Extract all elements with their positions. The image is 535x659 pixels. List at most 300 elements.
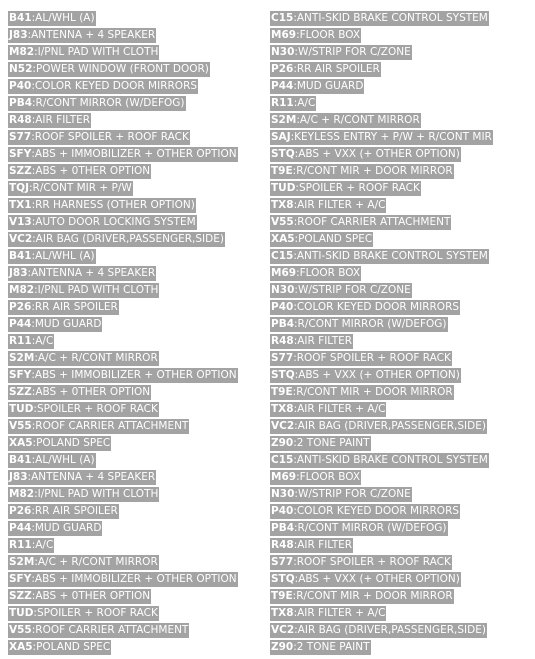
- option-code: B41: [9, 12, 32, 24]
- option-row: [270, 297, 493, 314]
- option-description: :I/PNL PAD WITH CLOTH: [34, 284, 159, 296]
- option-description: :AIR FILTER: [31, 114, 91, 126]
- option-row: [8, 484, 238, 501]
- option-item: [8, 317, 102, 332]
- option-item: [8, 487, 159, 502]
- option-code: VC2: [9, 233, 33, 245]
- option-item: [270, 249, 489, 264]
- option-row: [8, 110, 238, 127]
- option-row: [8, 552, 238, 569]
- option-description: :ANTI-SKID BRAKE CONTROL SYSTEM: [293, 454, 488, 466]
- option-item: [8, 96, 186, 111]
- option-list-right: [270, 8, 493, 654]
- option-item: [270, 487, 412, 502]
- option-description: :SPOILER + ROOF RACK: [33, 403, 158, 415]
- option-code: Z90: [271, 437, 294, 449]
- option-item: [8, 606, 159, 621]
- option-code: TX8: [271, 199, 294, 211]
- option-row: [270, 314, 493, 331]
- option-description: :A/C: [293, 97, 316, 109]
- option-item: [270, 589, 454, 604]
- option-item: [8, 164, 151, 179]
- option-row: [270, 42, 493, 59]
- option-description: :FLOOR BOX: [296, 471, 361, 483]
- option-row: [8, 178, 238, 195]
- option-code: P26: [271, 63, 294, 75]
- option-description: :ANTI-SKID BRAKE CONTROL SYSTEM: [293, 12, 488, 24]
- option-description: :AIR BAG (DRIVER,PASSENGER,SIDE): [294, 420, 486, 432]
- option-item: [8, 283, 159, 298]
- option-row: [8, 314, 238, 331]
- option-list-left: [8, 8, 238, 654]
- option-row: [8, 501, 238, 518]
- option-description: :ROOF CARRIER ATTACHMENT: [293, 216, 451, 228]
- option-description: :FLOOR BOX: [296, 29, 361, 41]
- option-description: :ANTENNA + 4 SPEAKER: [27, 267, 156, 279]
- option-item: [270, 606, 386, 621]
- option-item: [8, 589, 151, 604]
- option-description: :A/C: [31, 335, 54, 347]
- option-item: [8, 232, 225, 247]
- option-row: [270, 450, 493, 467]
- option-row: [8, 348, 238, 365]
- option-description: :SPOILER + ROOF RACK: [33, 607, 158, 619]
- option-item: [8, 266, 156, 281]
- option-item: [8, 334, 54, 349]
- option-code: J83: [9, 29, 28, 41]
- option-description: :ANTENNA + 4 SPEAKER: [27, 29, 156, 41]
- option-row: [270, 195, 493, 212]
- option-row: [270, 586, 493, 603]
- option-row: [270, 144, 493, 161]
- option-code: SZZ: [9, 165, 32, 177]
- option-description: :W/STRIP FOR C/ZONE: [294, 46, 411, 58]
- option-item: [270, 572, 461, 587]
- option-code: N52: [9, 63, 33, 75]
- option-row: [270, 416, 493, 433]
- option-description: :I/PNL PAD WITH CLOTH: [34, 46, 159, 58]
- option-row: [8, 382, 238, 399]
- option-code: TX8: [271, 403, 294, 415]
- option-row: [8, 569, 238, 586]
- option-item: [8, 623, 189, 638]
- option-code: P26: [9, 301, 32, 313]
- option-item: [8, 300, 119, 315]
- option-item: [270, 266, 361, 281]
- option-item: [8, 402, 159, 417]
- option-description: :AL/WHL (A): [31, 12, 95, 24]
- option-row: [270, 348, 493, 365]
- option-item: [8, 215, 197, 230]
- option-row: [8, 467, 238, 484]
- option-code: R48: [9, 114, 32, 126]
- option-row: [8, 246, 238, 263]
- option-code: N30: [271, 284, 295, 296]
- option-row: [270, 280, 493, 297]
- option-description: :ABS + IMMOBILIZER + OTHER OPTION: [31, 148, 237, 160]
- option-item: [270, 198, 386, 213]
- option-item: [8, 181, 133, 196]
- option-item: [8, 436, 111, 451]
- option-description: :ANTI-SKID BRAKE CONTROL SYSTEM: [293, 250, 488, 262]
- option-description: :ABS + VXX (+ OTHER OPTION): [294, 148, 460, 160]
- option-row: [8, 399, 238, 416]
- option-item: [8, 45, 159, 60]
- option-description: :SPOILER + ROOF RACK: [295, 182, 420, 194]
- option-code: PB4: [9, 97, 33, 109]
- option-item: [270, 11, 489, 26]
- option-description: :AIR FILTER: [293, 335, 353, 347]
- option-description: :W/STRIP FOR C/ZONE: [294, 284, 411, 296]
- option-row: [270, 399, 493, 416]
- option-item: [270, 368, 461, 383]
- option-code: V55: [9, 420, 32, 432]
- option-description: :A/C: [31, 539, 54, 551]
- option-row: [270, 76, 493, 93]
- option-item: [270, 147, 461, 162]
- option-code: S2M: [9, 556, 35, 568]
- option-description: :R/CONT MIR + P/W: [29, 182, 132, 194]
- option-description: :AIR FILTER + A/C: [293, 607, 386, 619]
- option-code: TUD: [9, 403, 34, 415]
- option-item: [270, 113, 421, 128]
- option-row: [270, 178, 493, 195]
- option-code: TX8: [271, 607, 294, 619]
- option-code: B41: [9, 454, 32, 466]
- option-description: :MUD GUARD: [293, 80, 364, 92]
- option-description: :COLOR KEYED DOOR MIRRORS: [31, 80, 198, 92]
- option-code: V13: [9, 216, 32, 228]
- option-item: [270, 28, 361, 43]
- option-row: [270, 433, 493, 450]
- option-item: [8, 351, 159, 366]
- option-row: [8, 161, 238, 178]
- option-row: [8, 586, 238, 603]
- option-code: SFY: [9, 369, 32, 381]
- option-code: S2M: [9, 352, 35, 364]
- option-code: M82: [9, 488, 35, 500]
- option-item: [270, 232, 373, 247]
- option-description: :KEYLESS ENTRY + P/W + R/CONT MIR: [290, 131, 492, 143]
- option-item: [8, 130, 190, 145]
- option-code: XA5: [9, 641, 33, 653]
- option-item: [8, 504, 119, 519]
- option-item: [270, 96, 316, 111]
- option-row: [270, 246, 493, 263]
- option-item: [8, 419, 189, 434]
- option-description: :RR AIR SPOILER: [293, 63, 380, 75]
- option-description: :AL/WHL (A): [31, 454, 95, 466]
- option-row: [8, 59, 238, 76]
- option-row: [8, 433, 238, 450]
- option-item: [8, 249, 96, 264]
- option-code: TQJ: [9, 182, 29, 194]
- option-description: :POLAND SPEC: [32, 641, 111, 653]
- option-description: :ABS + IMMOBILIZER + OTHER OPTION: [31, 573, 237, 585]
- option-code: TUD: [271, 182, 296, 194]
- option-code: XA5: [9, 437, 33, 449]
- option-item: [270, 62, 381, 77]
- option-code: PB4: [271, 522, 295, 534]
- option-code: STQ: [271, 148, 295, 160]
- option-code: S77: [9, 131, 32, 143]
- option-description: :AUTO DOOR LOCKING SYSTEM: [31, 216, 196, 228]
- option-description: :R/CONT MIRROR (W/DEFOG): [294, 318, 447, 330]
- option-description: :ABS + 0THER OPTION: [31, 165, 151, 177]
- option-code: R11: [9, 539, 32, 551]
- option-row: [8, 42, 238, 59]
- option-description: :A/C + R/CONT MIRROR: [296, 114, 420, 126]
- option-code: SAJ: [271, 131, 291, 143]
- option-row: [8, 365, 238, 382]
- option-row: [270, 552, 493, 569]
- option-row: [270, 263, 493, 280]
- option-code: M82: [9, 284, 35, 296]
- option-item: [8, 385, 151, 400]
- option-code: S2M: [271, 114, 297, 126]
- option-description: :RR HARNESS (OTHER OPTION): [31, 199, 195, 211]
- option-item: [270, 385, 454, 400]
- option-row: [270, 365, 493, 382]
- option-description: :2 TONE PAINT: [293, 437, 370, 449]
- option-row: [8, 195, 238, 212]
- option-description: :COLOR KEYED DOOR MIRRORS: [293, 505, 460, 517]
- option-code: M82: [9, 46, 35, 58]
- option-code: PB4: [271, 318, 295, 330]
- option-code: SZZ: [9, 590, 32, 602]
- option-description: :POWER WINDOW (FRONT DOOR): [32, 63, 209, 75]
- option-code: VC2: [271, 420, 295, 432]
- option-item: [270, 181, 421, 196]
- option-description: :ROOF SPOILER + ROOF RACK: [293, 352, 451, 364]
- option-code: T9E: [271, 386, 293, 398]
- option-row: [270, 127, 493, 144]
- option-description: :R/CONT MIRROR (W/DEFOG): [294, 522, 447, 534]
- option-description: :R/CONT MIR + DOOR MIRROR: [292, 590, 453, 602]
- option-code: R11: [9, 335, 32, 347]
- option-row: [8, 603, 238, 620]
- option-row: [8, 127, 238, 144]
- option-row: [8, 212, 238, 229]
- option-description: :ANTENNA + 4 SPEAKER: [27, 471, 156, 483]
- option-row: [270, 229, 493, 246]
- option-description: :R/CONT MIR + DOOR MIRROR: [292, 165, 453, 177]
- option-item: [8, 521, 102, 536]
- option-code: TUD: [9, 607, 34, 619]
- option-code: R48: [271, 539, 294, 551]
- option-row: [8, 518, 238, 535]
- option-item: [8, 11, 96, 26]
- option-item: [270, 436, 371, 451]
- option-code: M69: [271, 471, 297, 483]
- option-code: V55: [9, 624, 32, 636]
- option-row: [270, 603, 493, 620]
- option-code: T9E: [271, 590, 293, 602]
- option-description: :AIR FILTER + A/C: [293, 199, 386, 211]
- option-item: [270, 334, 353, 349]
- option-description: :MUD GUARD: [31, 318, 102, 330]
- option-item: [8, 79, 198, 94]
- option-item: [8, 555, 159, 570]
- option-description: :COLOR KEYED DOOR MIRRORS: [293, 301, 460, 313]
- option-row: [270, 382, 493, 399]
- option-code: J83: [9, 267, 28, 279]
- option-row: [270, 110, 493, 127]
- option-code: M69: [271, 29, 297, 41]
- option-code: P44: [9, 318, 32, 330]
- option-description: :R/CONT MIR + DOOR MIRROR: [292, 386, 453, 398]
- option-row: [270, 484, 493, 501]
- option-code: SFY: [9, 148, 32, 160]
- option-description: :ABS + IMMOBILIZER + OTHER OPTION: [31, 369, 237, 381]
- option-item: [8, 28, 156, 43]
- option-row: [8, 263, 238, 280]
- option-row: [270, 535, 493, 552]
- option-description: :RR AIR SPOILER: [31, 301, 118, 313]
- option-description: :RR AIR SPOILER: [31, 505, 118, 517]
- option-item: [270, 45, 412, 60]
- option-description: :2 TONE PAINT: [293, 641, 370, 653]
- option-item: [8, 538, 54, 553]
- option-item: [8, 147, 238, 162]
- option-row: [8, 297, 238, 314]
- option-item: [270, 538, 353, 553]
- option-code: XA5: [271, 233, 295, 245]
- option-code: B41: [9, 250, 32, 262]
- option-description: :FLOOR BOX: [296, 267, 361, 279]
- option-row: [270, 501, 493, 518]
- option-item: [270, 419, 487, 434]
- option-item: [8, 640, 111, 655]
- option-code: TX1: [9, 199, 32, 211]
- option-row: [270, 331, 493, 348]
- option-code: R48: [271, 335, 294, 347]
- option-code: P44: [9, 522, 32, 534]
- option-row: [270, 620, 493, 637]
- option-description: :ROOF SPOILER + ROOF RACK: [293, 556, 451, 568]
- option-item: [270, 300, 460, 315]
- option-description: :I/PNL PAD WITH CLOTH: [34, 488, 159, 500]
- option-item: [270, 215, 451, 230]
- option-code: P44: [271, 80, 294, 92]
- option-item: [270, 640, 371, 655]
- option-row: [270, 467, 493, 484]
- option-description: :ROOF CARRIER ATTACHMENT: [31, 420, 189, 432]
- option-row: [270, 93, 493, 110]
- option-code: S77: [271, 352, 294, 364]
- option-code: VC2: [271, 624, 295, 636]
- option-item: [270, 453, 489, 468]
- option-item: [270, 79, 364, 94]
- option-code: T9E: [271, 165, 293, 177]
- option-item: [8, 198, 196, 213]
- option-code: P40: [271, 505, 294, 517]
- option-description: :ABS + VXX (+ OTHER OPTION): [294, 369, 460, 381]
- option-item: [270, 623, 487, 638]
- option-description: :AIR BAG (DRIVER,PASSENGER,SIDE): [294, 624, 486, 636]
- option-description: :W/STRIP FOR C/ZONE: [294, 488, 411, 500]
- option-code: R11: [271, 97, 294, 109]
- option-code: P26: [9, 505, 32, 517]
- option-description: :ROOF SPOILER + ROOF RACK: [31, 131, 189, 143]
- option-description: :AIR BAG (DRIVER,PASSENGER,SIDE): [32, 233, 224, 245]
- option-item: [270, 130, 493, 145]
- option-row: [270, 637, 493, 654]
- option-description: :A/C + R/CONT MIRROR: [34, 352, 158, 364]
- option-description: :POLAND SPEC: [294, 233, 373, 245]
- option-item: [270, 283, 412, 298]
- option-item: [8, 113, 91, 128]
- option-item: [270, 402, 386, 417]
- option-code: C15: [271, 250, 294, 262]
- option-row: [270, 25, 493, 42]
- option-row: [8, 535, 238, 552]
- option-code: Z90: [271, 641, 294, 653]
- option-row: [270, 8, 493, 25]
- option-item: [8, 470, 156, 485]
- option-row: [8, 280, 238, 297]
- option-row: [270, 59, 493, 76]
- option-item: [8, 368, 238, 383]
- option-row: [8, 8, 238, 25]
- option-description: :AIR FILTER + A/C: [293, 403, 386, 415]
- option-description: :ROOF CARRIER ATTACHMENT: [31, 624, 189, 636]
- option-description: :AIR FILTER: [293, 539, 353, 551]
- option-row: [8, 637, 238, 654]
- option-item: [8, 453, 96, 468]
- option-row: [8, 93, 238, 110]
- option-description: :A/C + R/CONT MIRROR: [34, 556, 158, 568]
- option-code: STQ: [271, 369, 295, 381]
- option-description: :ABS + 0THER OPTION: [31, 386, 151, 398]
- option-description: :ABS + 0THER OPTION: [31, 590, 151, 602]
- option-code: C15: [271, 12, 294, 24]
- option-item: [270, 317, 448, 332]
- option-description: :ABS + VXX (+ OTHER OPTION): [294, 573, 460, 585]
- option-row: [8, 25, 238, 42]
- option-code: M69: [271, 267, 297, 279]
- option-code: P40: [271, 301, 294, 313]
- option-item: [270, 521, 448, 536]
- option-row: [8, 144, 238, 161]
- option-item: [270, 504, 460, 519]
- option-row: [8, 450, 238, 467]
- option-description: :MUD GUARD: [31, 522, 102, 534]
- option-item: [270, 470, 361, 485]
- option-item: [270, 351, 452, 366]
- option-item: [8, 62, 210, 77]
- option-code: N30: [271, 488, 295, 500]
- option-row: [270, 212, 493, 229]
- option-code: SFY: [9, 573, 32, 585]
- option-description: :AL/WHL (A): [31, 250, 95, 262]
- option-code: S77: [271, 556, 294, 568]
- option-code: SZZ: [9, 386, 32, 398]
- option-item: [8, 572, 238, 587]
- option-code: N30: [271, 46, 295, 58]
- option-code: P40: [9, 80, 32, 92]
- option-code: C15: [271, 454, 294, 466]
- option-code: V55: [271, 216, 294, 228]
- option-row: [8, 416, 238, 433]
- option-item: [270, 164, 454, 179]
- option-code: STQ: [271, 573, 295, 585]
- option-row: [8, 229, 238, 246]
- option-row: [8, 620, 238, 637]
- option-row: [270, 161, 493, 178]
- option-row: [270, 518, 493, 535]
- option-row: [8, 331, 238, 348]
